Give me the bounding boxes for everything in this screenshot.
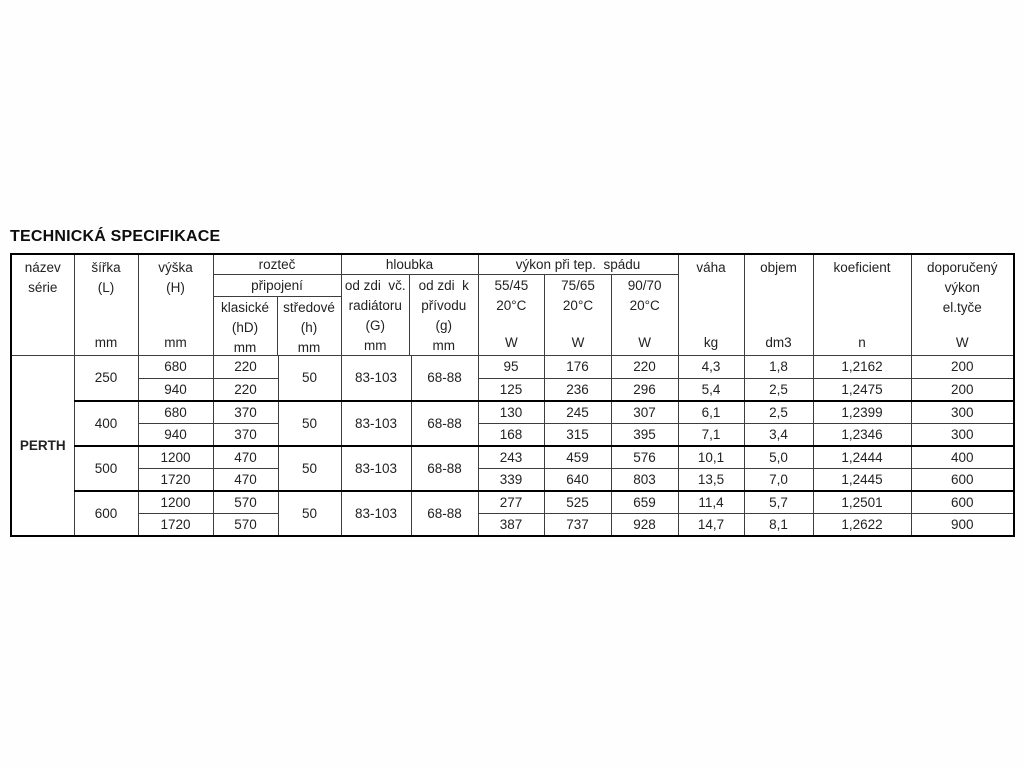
cell-objem: 5,0 (744, 446, 813, 469)
roztec-subcolumns (214, 297, 341, 356)
cell-klasicke: 470 (213, 446, 278, 469)
header-label: 20°C (629, 298, 660, 313)
cell-vykon-5545: 277 (478, 491, 544, 514)
cell-vaha: 11,4 (678, 491, 744, 514)
cell-hloubka-g2: 68-88 (411, 446, 478, 491)
cell-vykon-7565: 315 (544, 423, 611, 446)
cell-vykon-7565: 176 (544, 356, 611, 379)
header-group-hloubka (341, 254, 478, 356)
header-vaha (678, 254, 744, 356)
header-label: klasické (220, 300, 269, 315)
group-title: výkon při tep. spádu (479, 255, 678, 275)
cell-doporuceny: 600 (911, 468, 1014, 491)
table-row (11, 401, 1014, 424)
header-label: 90/70 (627, 278, 662, 293)
cell-klasicke: 370 (213, 423, 278, 446)
cell-sirka: 400 (74, 401, 138, 446)
header-label: (G) (365, 318, 385, 333)
header-label: výška (158, 260, 193, 275)
cell-vyska: 940 (138, 378, 213, 401)
header-label: (H) (166, 280, 185, 295)
cell-vykon-5545: 168 (478, 423, 544, 446)
vykon-subcolumns (479, 275, 678, 355)
cell-hloubka-g: 83-103 (341, 491, 411, 536)
vykon-group (479, 255, 678, 355)
header-label: 20°C (496, 298, 527, 313)
cell-vyska: 680 (138, 401, 213, 424)
cell-objem: 2,5 (744, 401, 813, 424)
subcol-90-70 (611, 275, 678, 355)
cell-hloubka-g2: 68-88 (411, 356, 478, 401)
header-group-vykon (478, 254, 678, 356)
cell-objem: 3,4 (744, 423, 813, 446)
spec-table-container (10, 253, 1015, 537)
cell-vykon-5545: 125 (478, 378, 544, 401)
header-label: 55/45 (494, 278, 529, 293)
cell-vykon-5545: 339 (478, 468, 544, 491)
cell-vykon-7565: 525 (544, 491, 611, 514)
header-label: váha (696, 260, 726, 275)
header-doporuceny (911, 254, 1014, 356)
header-label: 75/65 (561, 278, 595, 293)
cell-vykon-7565: 245 (544, 401, 611, 424)
cell-objem: 1,8 (744, 356, 813, 379)
header-label: (g) (435, 318, 452, 333)
header-label: přívodu (421, 298, 467, 313)
hloubka-subcolumns (342, 275, 478, 356)
cell-klasicke: 470 (213, 468, 278, 491)
cell-klasicke: 220 (213, 378, 278, 401)
header-unit: W (571, 335, 585, 350)
header-unit: W (638, 335, 652, 350)
cell-vykon-9070: 928 (611, 513, 678, 536)
cell-doporuceny: 600 (911, 491, 1014, 514)
cell-vaha: 13,5 (678, 468, 744, 491)
table-row (11, 378, 1014, 401)
cell-objem: 7,0 (744, 468, 813, 491)
group-title: hloubka (342, 255, 478, 275)
cell-vyska: 1200 (138, 491, 213, 514)
table-row (11, 423, 1014, 446)
cell-vykon-9070: 220 (611, 356, 678, 379)
subcol-stredove (277, 297, 341, 356)
cell-vyska: 1200 (138, 446, 213, 469)
cell-koeficient: 1,2622 (813, 513, 911, 536)
cell-doporuceny: 200 (911, 356, 1014, 379)
header-unit: mm (94, 335, 118, 350)
cell-klasicke: 570 (213, 513, 278, 536)
header-label: doporučený (926, 260, 998, 275)
cell-stredove: 50 (278, 491, 341, 536)
header-label: objem (760, 260, 797, 275)
table-row (11, 513, 1014, 536)
cell-vykon-7565: 640 (544, 468, 611, 491)
cell-klasicke: 570 (213, 491, 278, 514)
header-label: 20°C (562, 298, 594, 313)
cell-hloubka-g2: 68-88 (411, 401, 478, 446)
cell-vykon-7565: 236 (544, 378, 611, 401)
header-label: koeficient (833, 260, 891, 275)
cell-klasicke: 220 (213, 356, 278, 379)
header-group-roztec (213, 254, 341, 356)
cell-vykon-9070: 576 (611, 446, 678, 469)
cell-vyska: 680 (138, 356, 213, 379)
cell-vykon-5545: 95 (478, 356, 544, 379)
cell-hloubka-g: 83-103 (341, 446, 411, 491)
cell-koeficient: 1,2162 (813, 356, 911, 379)
header-nazev-serie (11, 254, 74, 356)
cell-doporuceny: 300 (911, 423, 1014, 446)
cell-vykon-9070: 296 (611, 378, 678, 401)
cell-koeficient: 1,2501 (813, 491, 911, 514)
cell-hloubka-g: 83-103 (341, 401, 411, 446)
header-unit: W (955, 335, 969, 350)
subcol-od-zdi-k (409, 275, 478, 356)
header-unit: kg (703, 335, 719, 350)
subcol-55-45 (479, 275, 545, 355)
cell-sirka: 500 (74, 446, 138, 491)
cell-objem: 8,1 (744, 513, 813, 536)
header-objem (744, 254, 813, 356)
header-unit: mm (432, 338, 455, 353)
cell-stredove: 50 (278, 446, 341, 491)
cell-vaha: 7,1 (678, 423, 744, 446)
header-koeficient-stack (814, 255, 911, 355)
header-sirka-stack (75, 255, 138, 355)
cell-doporuceny: 200 (911, 378, 1014, 401)
cell-series-name: PERTH (11, 356, 74, 536)
cell-koeficient: 1,2346 (813, 423, 911, 446)
header-koeficient (813, 254, 911, 356)
cell-vaha: 5,4 (678, 378, 744, 401)
cell-vyska: 940 (138, 423, 213, 446)
table-row (11, 491, 1014, 514)
cell-vaha: 6,1 (678, 401, 744, 424)
cell-koeficient: 1,2444 (813, 446, 911, 469)
header-unit: mm (364, 338, 387, 353)
cell-vyska: 1720 (138, 513, 213, 536)
table-row (11, 446, 1014, 469)
page-title: TECHNICKÁ SPECIFIKACE (10, 228, 221, 245)
cell-vykon-9070: 659 (611, 491, 678, 514)
cell-vaha: 14,7 (678, 513, 744, 536)
header-label: el.tyče (942, 300, 982, 315)
hloubka-group (342, 255, 478, 355)
technical-spec-table (10, 253, 1015, 537)
header-unit: dm3 (765, 335, 792, 350)
cell-objem: 5,7 (744, 491, 813, 514)
cell-objem: 2,5 (744, 378, 813, 401)
cell-sirka: 250 (74, 356, 138, 401)
header-unit: mm (297, 340, 321, 355)
subcol-75-65 (544, 275, 611, 355)
cell-koeficient: 1,2475 (813, 378, 911, 401)
cell-vykon-9070: 395 (611, 423, 678, 446)
cell-sirka: 600 (74, 491, 138, 536)
header-unit: mm (233, 340, 257, 355)
roztec-group (214, 255, 341, 355)
subcol-od-zdi-vc (342, 275, 410, 356)
cell-vykon-7565: 459 (544, 446, 611, 469)
cell-koeficient: 1,2445 (813, 468, 911, 491)
header-nazev-stack (12, 255, 74, 355)
cell-doporuceny: 400 (911, 446, 1014, 469)
header-label: radiátoru (348, 298, 402, 313)
header-label: (hD) (231, 320, 259, 335)
header-unit: W (504, 335, 518, 350)
cell-stredove: 50 (278, 401, 341, 446)
cell-koeficient: 1,2399 (813, 401, 911, 424)
header-unit: mm (164, 335, 187, 350)
group-subtitle: připojení (214, 275, 341, 297)
cell-vaha: 4,3 (678, 356, 744, 379)
header-label: výkon (944, 280, 980, 295)
cell-vykon-9070: 307 (611, 401, 678, 424)
cell-doporuceny: 300 (911, 401, 1014, 424)
cell-vykon-5545: 387 (478, 513, 544, 536)
header-row (11, 254, 1014, 356)
cell-hloubka-g2: 68-88 (411, 491, 478, 536)
header-vyska-stack (139, 255, 213, 355)
header-unit: n (858, 335, 866, 350)
cell-vykon-7565: 737 (544, 513, 611, 536)
cell-vykon-9070: 803 (611, 468, 678, 491)
cell-vaha: 10,1 (678, 446, 744, 469)
subcol-klasicke (214, 297, 277, 356)
header-label: od zdi k (418, 278, 469, 293)
header-label: šířka (91, 260, 121, 275)
table-row (11, 356, 1014, 379)
header-label: (h) (300, 320, 318, 335)
header-vyska (138, 254, 213, 356)
cell-vyska: 1720 (138, 468, 213, 491)
header-sirka (74, 254, 138, 356)
cell-vykon-5545: 130 (478, 401, 544, 424)
cell-klasicke: 370 (213, 401, 278, 424)
cell-doporuceny: 900 (911, 513, 1014, 536)
cell-stredove: 50 (278, 356, 341, 401)
header-label: středové (283, 300, 335, 315)
header-label: série (28, 280, 58, 295)
header-objem-stack (745, 255, 813, 355)
header-label: název (24, 260, 61, 275)
header-label: (L) (97, 280, 115, 295)
cell-hloubka-g: 83-103 (341, 356, 411, 401)
header-vaha-stack (679, 255, 744, 355)
header-label: od zdi vč. (344, 278, 406, 293)
header-doporuceny-stack (912, 255, 1014, 355)
group-title: rozteč (214, 255, 341, 275)
table-row (11, 468, 1014, 491)
cell-vykon-5545: 243 (478, 446, 544, 469)
